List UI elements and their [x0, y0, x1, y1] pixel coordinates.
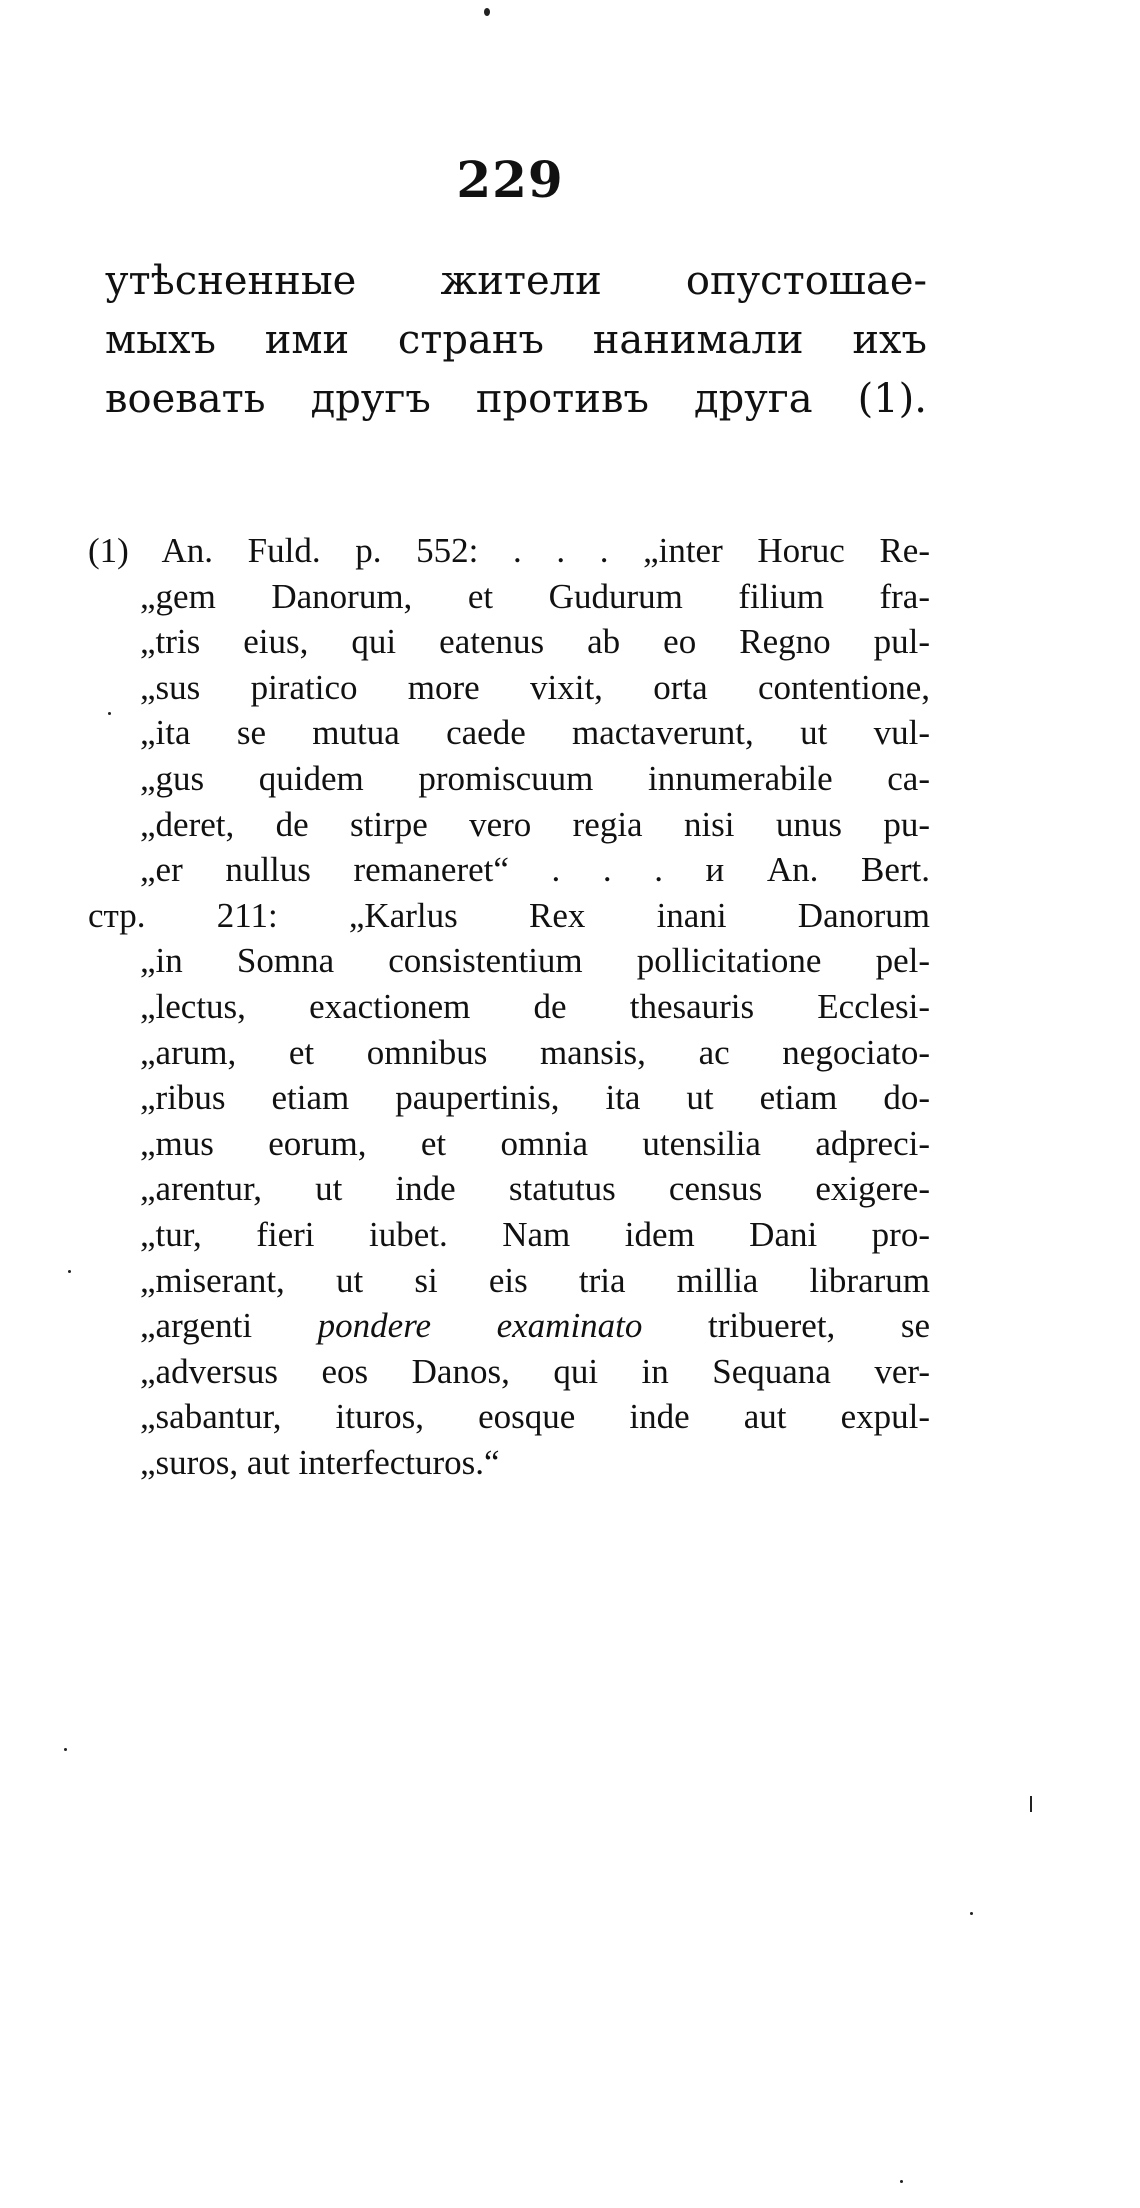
- footnote-line-with-italic: „argenti pondere examinato tribueret, se: [140, 1306, 931, 1346]
- footnote-line: „arentur, ut inde statutus census exigere-: [140, 1169, 930, 1209]
- page-number: 229: [456, 150, 564, 209]
- footnote-line: „tur, fieri iubet. Nam idem Dani pro-: [140, 1214, 930, 1254]
- footnote-line: „er nullus remaneret“ . . . и An. Bert.: [140, 850, 930, 890]
- main-text-line: мыхъ ими странъ нанимали ихъ: [105, 317, 927, 363]
- footnote-line: „arum, et omnibus mansis, ac negociato-: [140, 1032, 930, 1072]
- footnote-line: „adversus eos Danos, qui in Sequana ver-: [140, 1351, 930, 1391]
- print-speck: [484, 8, 490, 16]
- print-speck: [900, 2180, 903, 2183]
- main-text-line: воевать другъ противъ друга (1).: [105, 376, 927, 422]
- footnote-line: „ita se mutua caede mactaverunt, ut vul-: [140, 713, 930, 753]
- main-text-line: утѣсненные жители опустошае-: [105, 258, 927, 304]
- footnote-line: „ribus etiam paupertinis, ita ut etiam do-: [140, 1078, 930, 1118]
- italic-phrase: pondere examinato: [317, 1306, 643, 1346]
- footnote-line: „gem Danorum, et Gudurum filium fra-: [140, 576, 930, 616]
- footnote: [88, 528, 930, 1485]
- print-speck: [108, 712, 111, 715]
- footnote-line: „miserant, ut si eis tria millia librarum: [140, 1260, 930, 1300]
- footnote-line: „mus eorum, et omnia utensilia adpreci-: [140, 1123, 930, 1163]
- footnote-line: „lectus, exactionem de thesauris Ecclesi-: [140, 986, 930, 1026]
- footnote-line: (1) An. Fuld. p. 552: . . . „inter Horuc Re-: [88, 531, 930, 570]
- print-speck: [970, 1912, 973, 1915]
- footnote-line: „sabantur, ituros, eosque inde aut expul-: [140, 1397, 930, 1437]
- footnote-line: стр. 211: „Karlus Rex inani Danorum: [88, 895, 930, 935]
- print-speck: [1030, 1796, 1032, 1812]
- footnote-line: „in Somna consistentium pollicitatione pel-: [140, 941, 930, 981]
- footnote-line: „suros, aut interfecturos.“: [140, 1442, 500, 1482]
- print-speck: [64, 1748, 67, 1751]
- main-text: [105, 252, 927, 429]
- footnote-line: „deret, de stirpe vero regia nisi unus pu-: [140, 804, 930, 844]
- footnote-line: „gus quidem promiscuum innumerabile ca-: [140, 758, 930, 798]
- footnote-line: „tris eius, qui eatenus ab eo Regno pul-: [140, 622, 930, 662]
- footnote-line: „sus piratico more vixit, orta contentione,: [140, 667, 930, 707]
- print-speck: [68, 1270, 71, 1273]
